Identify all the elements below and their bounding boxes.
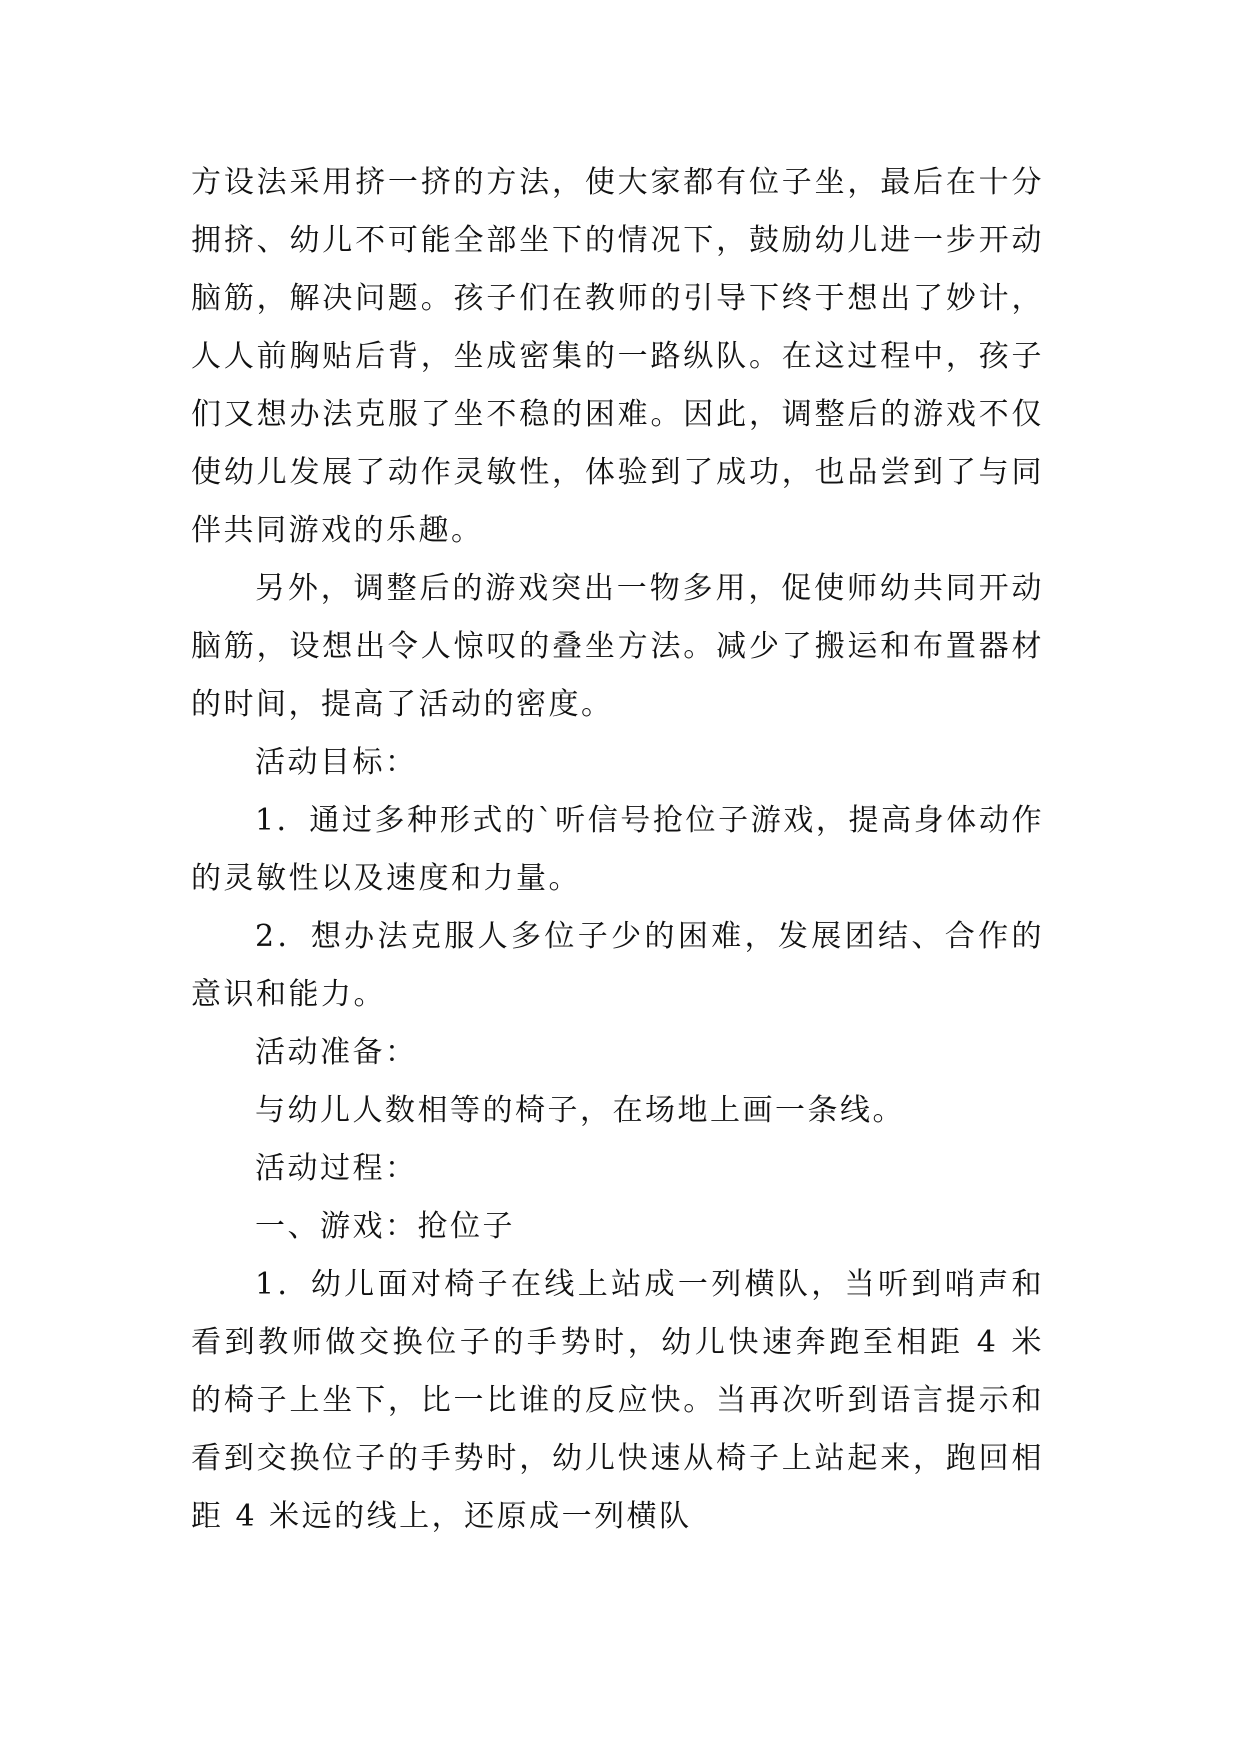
text-line: 一、游戏：抢位子 — [255, 1209, 515, 1244]
text-line: 看到交换位子的手势时，幼儿快速从椅子上站起来，跑回相 — [191, 1441, 1044, 1476]
text-line: 1．幼儿面对椅子在线上站成一列横队，当听到哨声和 — [255, 1267, 1044, 1302]
section-heading — [191, 734, 1044, 792]
paragraph — [191, 154, 1044, 560]
text-line: 的时间，提高了活动的密度。 — [191, 687, 614, 722]
text-line: 的灵敏性以及速度和力量。 — [191, 861, 581, 896]
text-line: 方设法采用挤一挤的方法，使大家都有位子坐，最后在十分 — [191, 165, 1044, 200]
list-item — [191, 1256, 1044, 1546]
text-line: 距 4 米远的线上，还原成一列横队 — [191, 1499, 692, 1534]
text-line: 1．通过多种形式的`听信号抢位子游戏，提高身体动作 — [255, 803, 1044, 838]
text-line: 脑筋，设想出令人惊叹的叠坐方法。减少了搬运和布置器材 — [191, 629, 1044, 664]
text-line: 活动目标： — [255, 745, 418, 780]
list-item — [191, 792, 1044, 908]
text-line: 意识和能力。 — [191, 977, 386, 1012]
text-line: 2．想办法克服人多位子少的困难，发展团结、合作的 — [255, 919, 1044, 954]
document-body — [191, 154, 1044, 1546]
text-line: 脑筋，解决问题。孩子们在教师的引导下终于想出了妙计， — [191, 281, 1044, 316]
paragraph — [191, 1082, 1044, 1140]
subsection-heading — [191, 1198, 1044, 1256]
text-line: 使幼儿发展了动作灵敏性，体验到了成功，也品尝到了与同 — [191, 455, 1044, 490]
text-line: 拥挤、幼儿不可能全部坐下的情况下，鼓励幼儿进一步开动 — [191, 223, 1044, 258]
text-line: 与幼儿人数相等的椅子，在场地上画一条线。 — [255, 1093, 905, 1128]
text-line: 另外，调整后的游戏突出一物多用，促使师幼共同开动 — [255, 571, 1044, 606]
text-line: 看到教师做交换位子的手势时，幼儿快速奔跑至相距 4 米 — [191, 1325, 1044, 1360]
text-line: 们又想办法克服了坐不稳的困难。因此，调整后的游戏不仅 — [191, 397, 1044, 432]
paragraph — [191, 560, 1044, 734]
list-item — [191, 908, 1044, 1024]
text-line: 活动过程： — [255, 1151, 418, 1186]
text-line: 活动准备： — [255, 1035, 418, 1070]
section-heading — [191, 1140, 1044, 1198]
text-line: 人人前胸贴后背，坐成密集的一路纵队。在这过程中，孩子 — [191, 339, 1044, 374]
text-line: 伴共同游戏的乐趣。 — [191, 513, 484, 548]
section-heading — [191, 1024, 1044, 1082]
text-line: 的椅子上坐下，比一比谁的反应快。当再次听到语言提示和 — [191, 1383, 1044, 1418]
